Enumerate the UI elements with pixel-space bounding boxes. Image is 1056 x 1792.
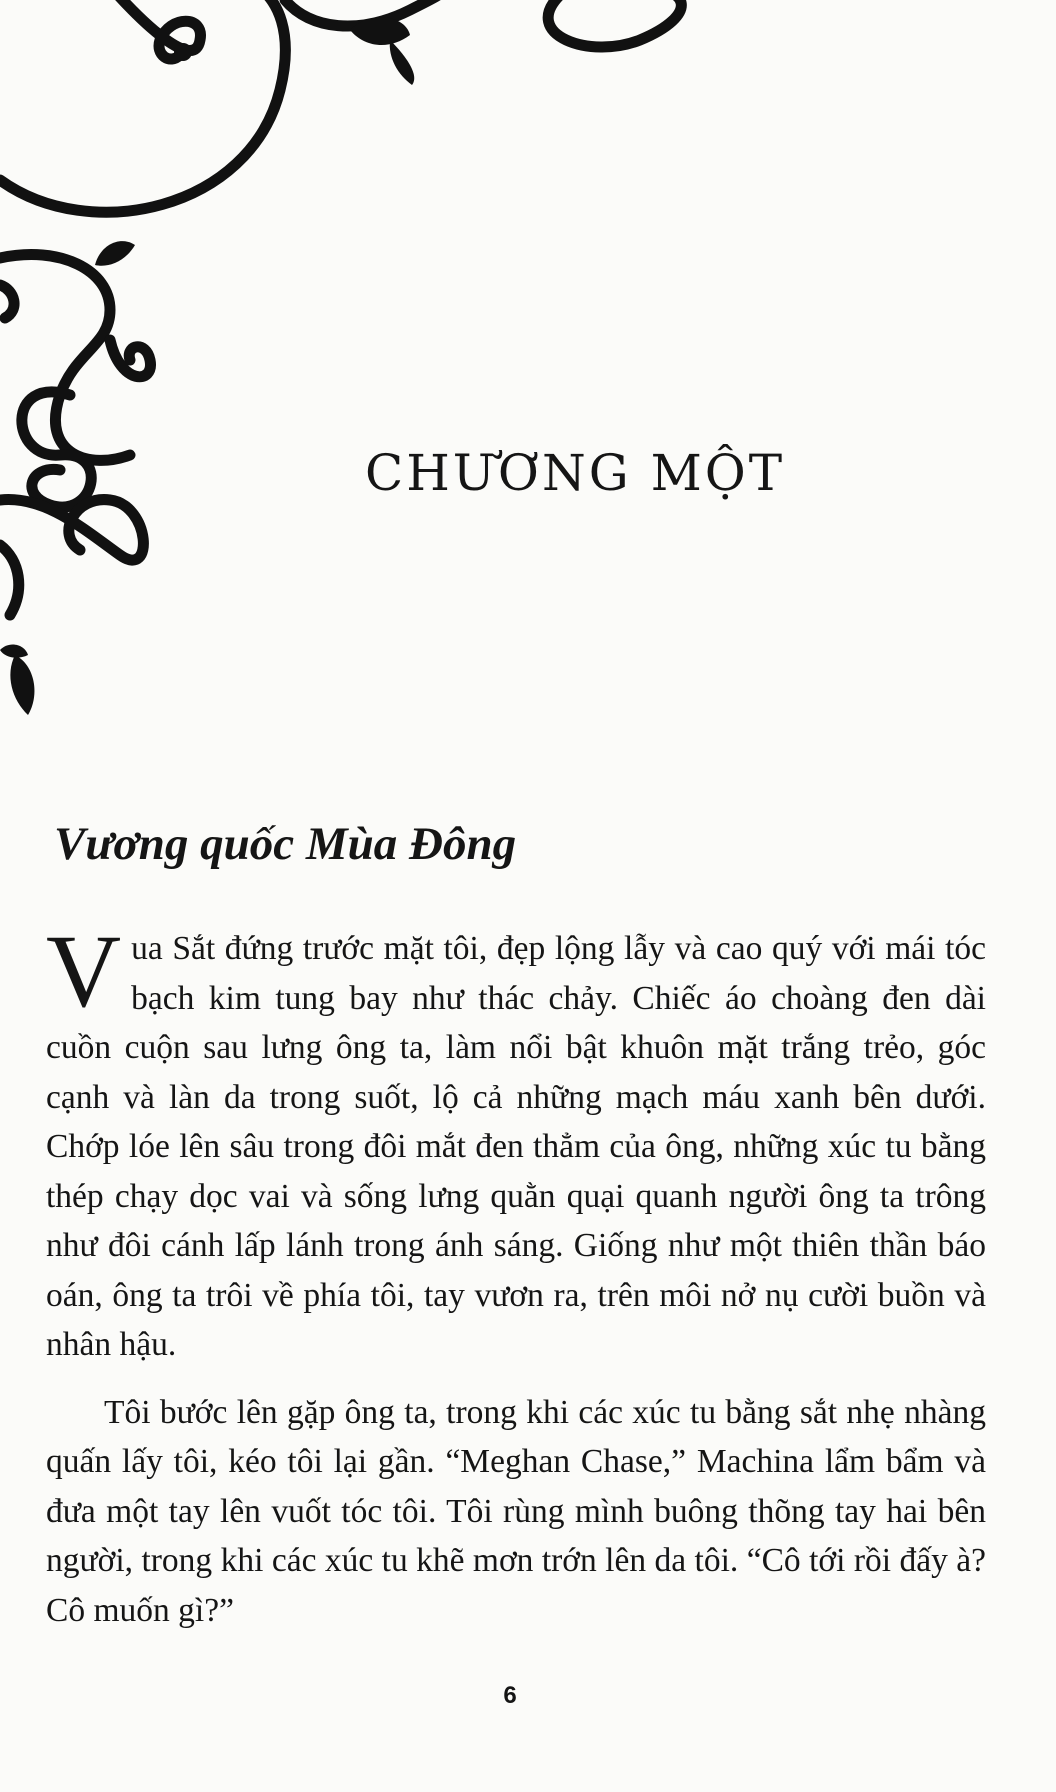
paragraph-1-text: ua Sắt đứng trước mặt tôi, đẹp lộng lẫy và cao quý với mái tóc bạch kim tung bay như thác chảy. Chiếc áo choàng đen dài cuồn cuộn sau lưng ông ta, làm nổi bật khuôn mặt trắng trẻo, góc cạnh và làn da trong suốt, lộ cả những mạch máu xanh bên dưới. Chớp lóe lên sâu trong đôi mắt đen thẳm của ông, những xúc tu bằng thép chạy dọc vai và sống lưng quằn quại quanh người ông ta trông như đôi cánh lấp lánh trong ánh sáng. Giống như một thiên thần báo oán, ông ta trôi về phía tôi, tay vươn ra, trên môi nở nụ cười buồn và nhân hậu. bbox=[46, 930, 986, 1363]
page-number: 6 bbox=[503, 1682, 517, 1709]
body-text bbox=[46, 914, 986, 1635]
section-title: Vương quốc Mùa Đông bbox=[54, 818, 517, 870]
decorative-swirl-ornament bbox=[0, 0, 720, 720]
drop-cap: V bbox=[46, 914, 122, 1029]
paragraph-1 bbox=[46, 914, 986, 1370]
paragraph-2: Tôi bước lên gặp ông ta, trong khi các xúc tu bằng sắt nhẹ nhàng quấn lấy tôi, kéo tôi lại gần. “Meghan Chase,” Machina lẩm bẩm và đưa một tay lên vuốt tóc tôi. Tôi rùng mình buông thõng tay hai bên người, trong khi các xúc tu khẽ mơn trớn lên da tôi. “Cô tới rồi đấy à? Cô muốn gì?” bbox=[46, 1393, 986, 1629]
chapter-title: CHƯƠNG MỘT bbox=[365, 443, 786, 502]
